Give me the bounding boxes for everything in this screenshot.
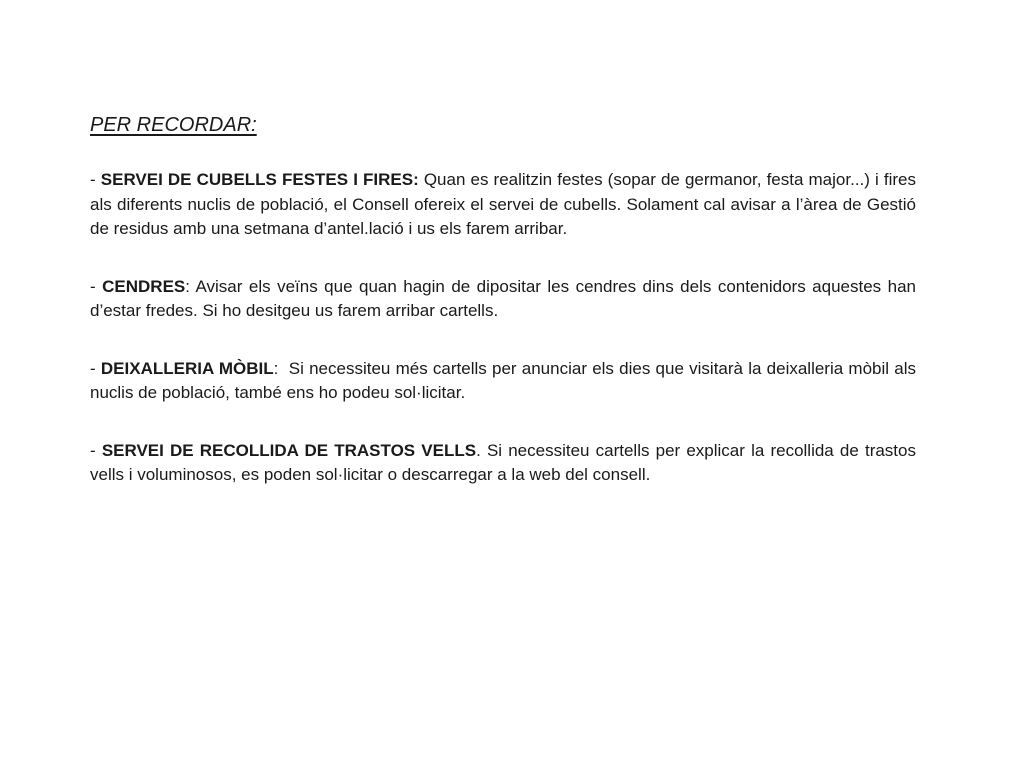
page-title: PER RECORDAR: [90, 114, 257, 136]
item-title: DEIXALLERIA MÒBIL [100, 358, 274, 378]
item-title: CENDRES [102, 276, 186, 296]
item-prefix: - [90, 358, 101, 378]
list-item-deixalleria [90, 357, 921, 406]
item-text: : Avisar els veïns que quan hagin de dipositar les cendres dins dels contenidors aquestes han d’estar fredes. Si ho desitgeu us farem arribar cartells. [90, 276, 916, 320]
item-title: SERVEI DE RECOLLIDA DE TRASTOS VELLS [101, 440, 477, 460]
item-text: Quan es realitzin festes (sopar de germanor, festa major...) i fires als diferents nuclis de població, el Consell ofereix el servei de cubells. Solament cal avisar a l’àrea de Gestió de residus amb una setmana d’antel.lació i us els farem arribar. [90, 170, 916, 238]
list-item-cubells [90, 168, 916, 242]
item-text: : Si necessiteu més cartells per anunciar els dies que visitarà la deixalleria mòbil als nuclis de població, també ens ho podeu sol·licitar. [90, 358, 921, 402]
item-prefix: - [90, 276, 103, 296]
list-item-trastos [90, 439, 916, 488]
item-text: . Si necessiteu cartells per explicar la recollida de trastos vells i voluminosos, es poden sol·licitar o descarregar a la web del consell. [90, 440, 916, 484]
list-item-cendres [90, 275, 916, 324]
item-title: SERVEI DE CUBELLS FESTES I FIRES: [100, 170, 419, 189]
item-prefix: - [90, 440, 102, 460]
slide-content [90, 112, 921, 521]
item-prefix: - [90, 170, 101, 189]
